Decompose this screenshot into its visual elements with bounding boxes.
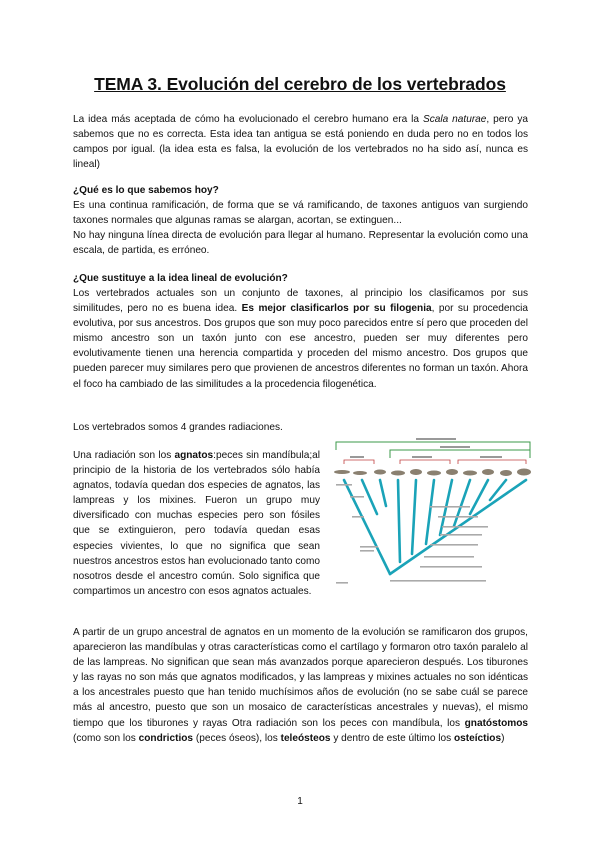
- final-bold-gnatostomos: gnatóstomos: [464, 717, 528, 729]
- section2-text-1: Los vertebrados actuales son un conjunto de taxones, al principio los clasificamos por sus similitudes, pero no es buena idea.: [73, 288, 528, 315]
- final-text-4: y dentro de este último los: [330, 732, 454, 744]
- final-text-1: A partir de un grupo ancestral de agnatos en un momento de la evolución se ramificaron dos grupos, aparecieron las mandíbulas y otras características como el cartílago y formaron otro taxón paralelo al de las lampreas. No significan que sean más avanzados porque aparecieron después. Los tiburones y las rayas no son más que agnatos modificados, y las lampreas y mixines actuales no son idénticas a los ancestrales puesto que han tenido muchísimos años de evolución (no se sabe cuál se parece más al ancestro, puesto que son un mosaico de características ancestrales y nuevas), el mismo tiempo que los tiburones y rayas Otra radiación son los peces con mandíbula, los: [73, 627, 528, 729]
- agnatos-paragraph: [73, 448, 320, 599]
- section1-heading: ¿Qué es lo que sabemos hoy?: [73, 185, 219, 196]
- intro-italic: Scala naturae: [422, 114, 487, 125]
- page-title: TEMA 3. Evolución del cerebro de los vertebrados: [94, 74, 506, 94]
- agnatos-text-2: :peces sin mandíbula;al principio de la historia de los vertebrados sólo había agnatos, todavía quedan dos especies de agnatos, las lampreas y los mixines. Fueron un grupo muy diversificado con muchas especies pero son fósiles que se extinguieron, pero todavía quedan esas especies vivientes, lo que no significa que sean nuestros ancestros estos han evolucionado tanto como nosotros desde el ancestro común. Solo significa que compartimos un ancestro con esos agnatos actuales.: [73, 450, 320, 597]
- final-bold-condrictios: condrictios: [138, 732, 194, 744]
- section2-text-2: , por su procedencia evolutiva, por sus ancestros. Dos grupos que son muy poco parecidos entre sí pero que proceden del mismo ancestro son un taxón junto con ese ancestro, pueden ser muy diferentes pero evolutivamente tienen una herencia compartida y proceden del mismo ancestro. Dos grupos que pueden parecer muy similares pero que provienen de ancestros diferentes no forman un taxón. Ahora el foco ha cambiado de las similitudes a la procedencia filogenética.: [73, 303, 529, 390]
- section2-bold: Es mejor clasificarlos por su filogenia: [241, 303, 432, 315]
- section2-paragraph: [73, 286, 528, 392]
- section1-paragraph-1: Es una continua ramificación, de forma que se vá ramificando, de taxones antiguos van surgiendo taxones normales que algunas ramas se alargan, acortan, se extinguen...: [73, 200, 528, 227]
- figure-background: [330, 436, 538, 586]
- intro-paragraph: [73, 112, 528, 172]
- final-bold-teleosteos: teleósteos: [280, 732, 331, 744]
- agnatos-text-1: Una radiación son los: [73, 450, 175, 461]
- cladogram-figure: [330, 436, 538, 586]
- agnatos-bold: agnatos: [174, 450, 214, 461]
- final-bold-osteictios: osteíctios: [453, 732, 502, 744]
- final-text-3: (peces óseos), los: [193, 732, 281, 744]
- section2-heading: ¿Que sustituye a la idea lineal de evolución?: [73, 273, 288, 284]
- intro-text-1: La idea más aceptada de cómo ha evolucionado el cerebro humano era la: [73, 114, 423, 125]
- final-text-5: ): [501, 732, 505, 744]
- final-text-2: (como son los: [73, 732, 139, 744]
- final-paragraph: [73, 625, 528, 746]
- radiations-paragraph: Los vertebrados somos 4 grandes radiaciones.: [73, 422, 283, 433]
- intro-text-2: , pero ya sabemos que no es correcta. Esta idea tan antigua se está poniendo en duda pero no en todos los campos por igual. (la idea esta es falsa, la evolución de los vertebrados no ha sido así, nunca es lineal): [73, 114, 529, 171]
- section1-paragraph-2: No hay ninguna línea directa de evolución para llegar al humano. Representar la evolución como una escala, de partida, es erróneo.: [73, 230, 528, 257]
- page-number: 1: [297, 796, 303, 807]
